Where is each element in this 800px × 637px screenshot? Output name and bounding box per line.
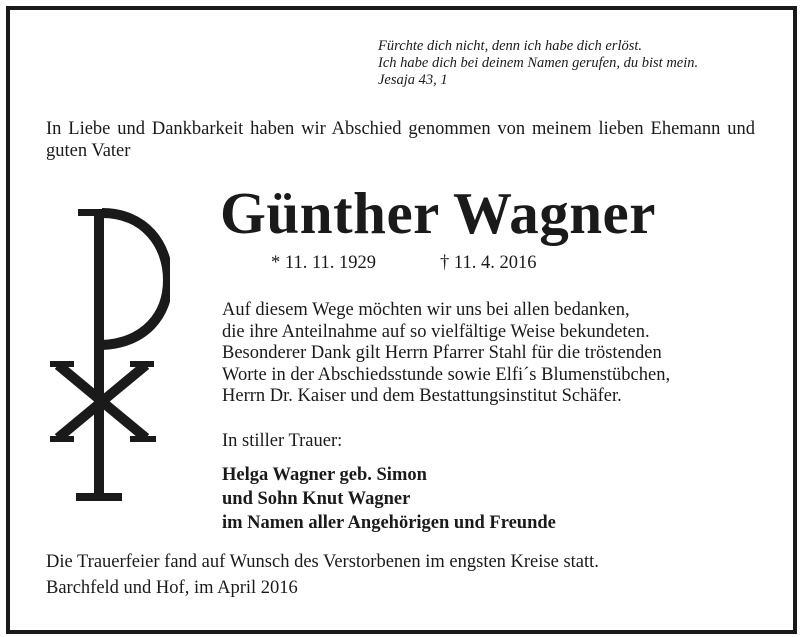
- intro-text: In Liebe und Dankbarkeit haben wir Abschied genommen von meinem lieben Ehemann und guten Vater: [46, 119, 755, 161]
- verse-line: Fürchte dich nicht, denn ich habe dich erlöst.: [378, 38, 643, 54]
- signer-line: im Namen aller Angehörigen und Freunde: [222, 513, 556, 533]
- verse-reference: Jesaja 43, 1: [378, 72, 448, 88]
- deceased-name: Günther Wagner: [220, 180, 656, 246]
- thanks-line: Auf diesem Wege möchten wir uns bei allen bedanken,: [222, 300, 630, 320]
- thanks-line: Herrn Dr. Kaiser und dem Bestattungsinstitut Schäfer.: [222, 386, 622, 406]
- funeral-note: Die Trauerfeier fand auf Wunsch des Verstorbenen im engsten Kreise statt.: [46, 552, 599, 572]
- thanks-line: die ihre Anteilnahme auf so vielfältige Weise bekundeten.: [222, 321, 650, 342]
- thanks-text: [222, 300, 755, 408]
- chi-rho-icon: [50, 205, 170, 510]
- thanks-line: Worte in der Abschiedsstunde sowie Elfi´s Blumenstübchen,: [222, 364, 671, 385]
- death-date: † 11. 4. 2016: [440, 253, 537, 273]
- place-date: Barchfeld und Hof, im April 2016: [46, 578, 298, 598]
- mourning-label: In stiller Trauer:: [222, 431, 343, 451]
- verse-line: Ich habe dich bei deinem Namen gerufen, du bist mein.: [378, 55, 699, 71]
- signer-line: Helga Wagner geb. Simon: [222, 465, 427, 485]
- birth-date: * 11. 11. 1929: [271, 253, 377, 273]
- bible-verse: [378, 38, 698, 89]
- thanks-line: Besonderer Dank gilt Herrn Pfarrer Stahl für die tröstenden: [222, 343, 662, 363]
- signer-line: und Sohn Knut Wagner: [222, 489, 411, 509]
- signers: [222, 463, 556, 535]
